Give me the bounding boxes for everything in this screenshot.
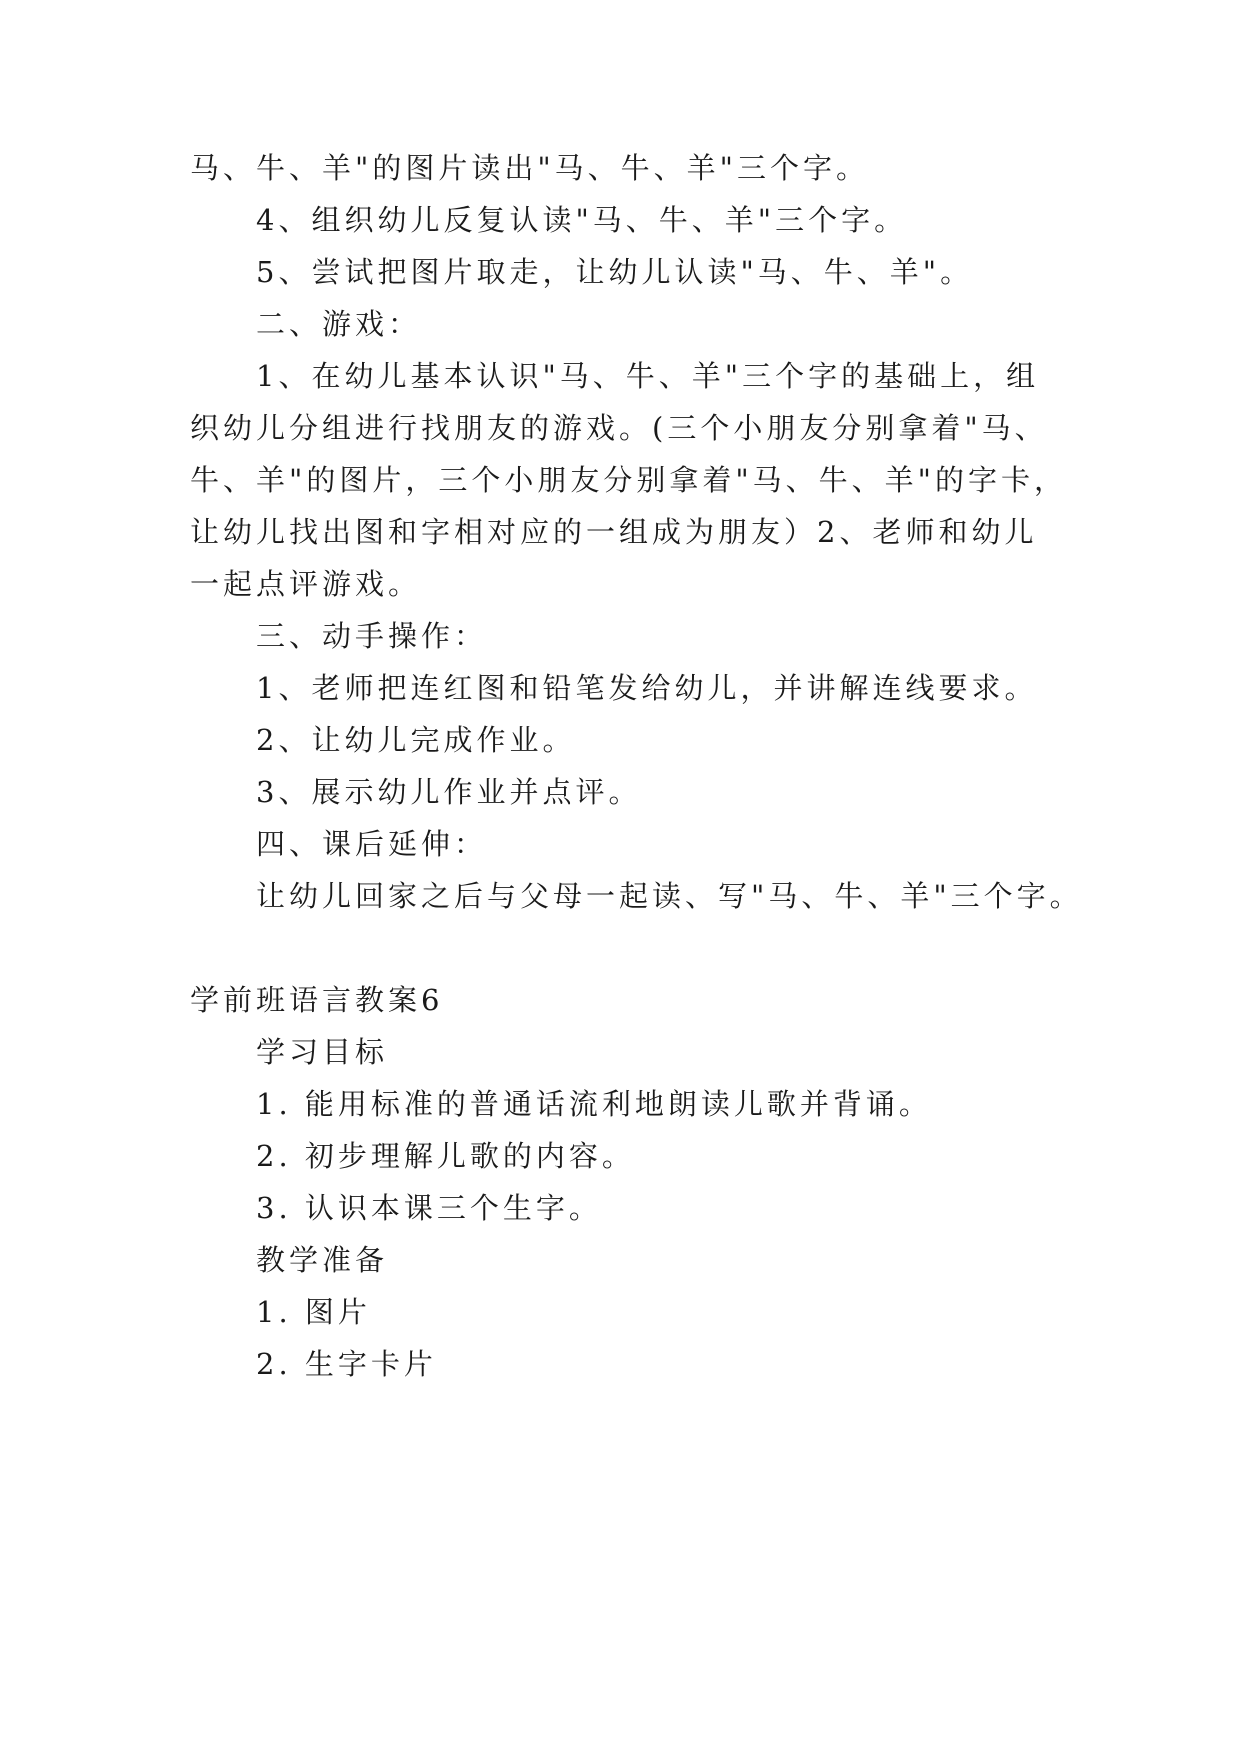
text-line: 5、尝试把图片取走，让幼儿认读"马、牛、羊"。 xyxy=(256,255,974,289)
text-line: 一起点评游戏。 xyxy=(190,567,422,601)
section-heading: 二、游戏： xyxy=(256,307,422,341)
section-heading: 学习目标 xyxy=(256,1035,389,1069)
section-heading: 四、课后延伸： xyxy=(256,827,488,861)
text-line: 牛、羊"的图片，三个小朋友分别拿着"马、牛、羊"的字卡， xyxy=(190,463,1068,497)
document-title: 学前班语言教案6 xyxy=(190,983,444,1017)
list-item: 1. 能用标准的普通话流利地朗读儿歌并背诵。 xyxy=(256,1087,932,1121)
list-item: 1. 图片 xyxy=(256,1295,371,1329)
text-line: 4、组织幼儿反复认读"马、牛、羊"三个字。 xyxy=(256,203,908,237)
text-line: 让幼儿找出图和字相对应的一组成为朋友）2、老师和幼儿 xyxy=(190,515,1038,549)
text-line: 马、牛、羊"的图片读出"马、牛、羊"三个字。 xyxy=(190,151,870,185)
list-item: 2. 生字卡片 xyxy=(256,1347,437,1381)
list-item: 3. 认识本课三个生字。 xyxy=(256,1191,602,1225)
text-line: 1、老师把连红图和铅笔发给幼儿，并讲解连线要求。 xyxy=(256,671,1038,705)
text-line: 织幼儿分组进行找朋友的游戏。(三个小朋友分别拿着"马、 xyxy=(190,411,1048,445)
list-item: 2. 初步理解儿歌的内容。 xyxy=(256,1139,635,1173)
text-line: 1、在幼儿基本认识"马、牛、羊"三个字的基础上，组 xyxy=(256,359,1040,393)
section-heading: 教学准备 xyxy=(256,1243,389,1277)
section-heading: 三、动手操作： xyxy=(256,619,488,653)
text-line: 2、让幼儿完成作业。 xyxy=(256,723,576,757)
text-line: 让幼儿回家之后与父母一起读、写"马、牛、羊"三个字。 xyxy=(256,879,1083,913)
text-line: 3、展示幼儿作业并点评。 xyxy=(256,775,642,809)
